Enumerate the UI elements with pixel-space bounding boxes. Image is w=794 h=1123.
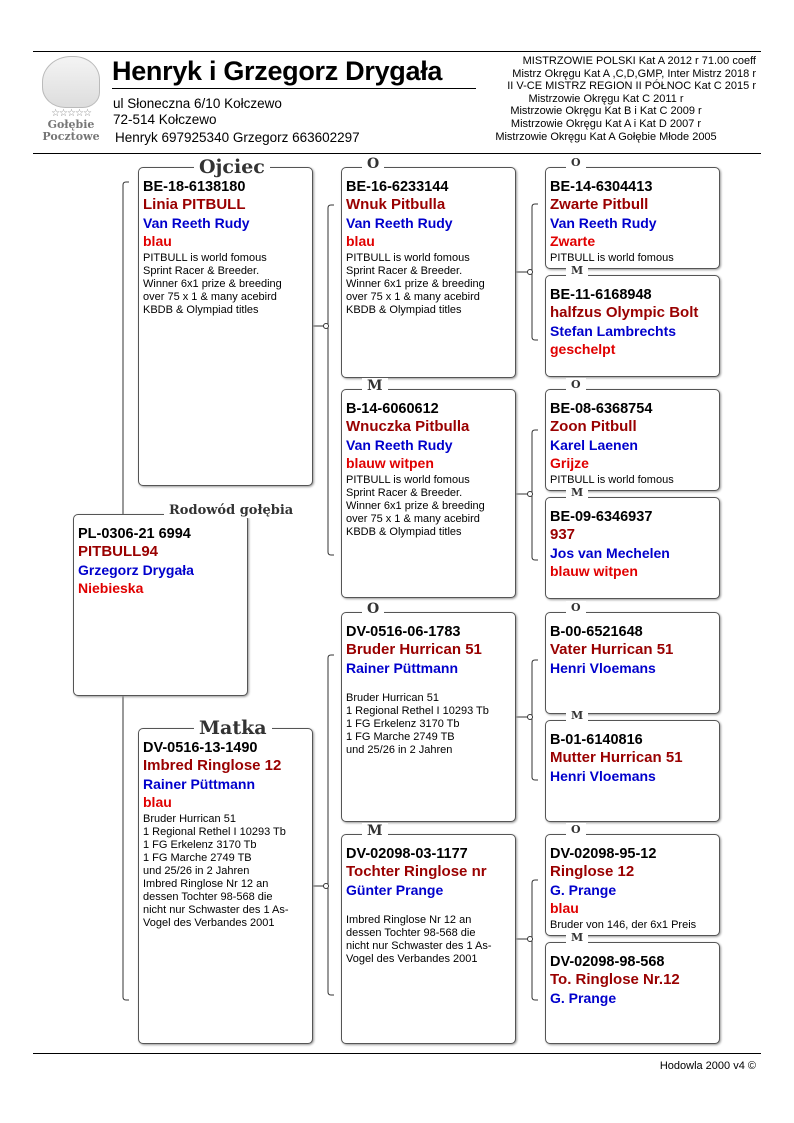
logo-text-2: Pocztowe xyxy=(42,130,100,143)
bird-owner: Van Reeth Rudy xyxy=(346,437,453,453)
bird-card-sire xyxy=(138,156,313,486)
card-label: M xyxy=(566,931,588,944)
bird-owner: Günter Prange xyxy=(346,882,444,898)
bird-owner: Van Reeth Rudy xyxy=(346,215,453,231)
bird-ring: DV-02098-98-568 xyxy=(550,954,665,970)
bird-ring: BE-08-6368754 xyxy=(550,401,653,417)
achievement: Mistrzowie Okręgu Kat B i Kat C 2009 r xyxy=(510,105,702,118)
card-label: O xyxy=(566,156,586,169)
card-label: O xyxy=(362,156,384,172)
achievement: Mistrz Okręgu Kat A ,C,D,GMP, Inter Mistrz 2018 r xyxy=(512,67,756,80)
bird-card-dsd xyxy=(545,709,720,822)
bird-color: Grijze xyxy=(550,455,589,471)
bird-owner: Van Reeth Rudy xyxy=(550,215,657,231)
bird-desc: PITBULL is world fomous xyxy=(550,252,674,264)
bird-desc: PITBULL is world fomous Sprint Racer & Breeder. Winner 6x1 prize & breeding over 75 x 1 & many acebird KBDB & Olympiad titles xyxy=(143,252,282,316)
card-label: O xyxy=(566,378,586,391)
footer-credit: Hodowla 2000 v4 © xyxy=(659,1060,756,1072)
card-label: M xyxy=(362,378,388,394)
bird-color: blauw witpen xyxy=(346,455,434,471)
card-label: M xyxy=(362,823,388,839)
bird-name: Bruder Hurrican 51 xyxy=(346,641,482,658)
bird-owner: Van Reeth Rudy xyxy=(143,215,250,231)
bird-owner: Grzegorz Drygała xyxy=(78,562,194,578)
bird-card-dds xyxy=(545,823,720,936)
logo-stars: ☆☆☆☆☆ xyxy=(51,108,91,119)
bird-color: blau xyxy=(550,900,579,916)
bird-color: blau xyxy=(143,794,172,810)
bird-color: Zwarte xyxy=(550,233,596,249)
bird-desc: Bruder Hurrican 51 1 Regional Rethel I 10293 Tb 1 FG Erkelenz 3170 Tb 1 FG Marche 2749 TB und 25/26 in 2 Jahren xyxy=(346,692,489,756)
bird-owner: Stefan Lambrechts xyxy=(550,323,677,339)
bird-name: Linia PITBULL xyxy=(143,196,246,213)
bird-name: Mutter Hurrican 51 xyxy=(550,749,683,766)
bird-owner: G. Prange xyxy=(550,990,617,1006)
bird-name: Zwarte Pitbull xyxy=(550,196,649,213)
bird-color: Niebieska xyxy=(78,580,144,596)
bird-ring: DV-0516-06-1783 xyxy=(346,624,461,640)
bird-color: blauw witpen xyxy=(550,563,638,579)
bird-ring: BE-14-6304413 xyxy=(550,179,653,195)
bird-ring: DV-02098-03-1177 xyxy=(346,846,468,862)
card-label: M xyxy=(566,486,588,499)
card-label: M xyxy=(566,264,588,277)
bird-name: Zoon Pitbull xyxy=(550,418,637,435)
achievement: II V-CE MISTRZ REGION II PÓŁNOC Kat C 2015 r xyxy=(507,80,756,93)
bird-ring: DV-02098-95-12 xyxy=(550,846,657,862)
card-label: O xyxy=(566,601,586,614)
bird-ring: B-14-6060612 xyxy=(346,401,439,417)
bird-card-dam xyxy=(138,717,313,1044)
bird-ring: B-01-6140816 xyxy=(550,732,643,748)
bird-desc: Bruder Hurrican 51 1 Regional Rethel I 10293 Tb 1 FG Erkelenz 3170 Tb 1 FG Marche 2749 TB und 25/26 in 2 Jahren Imbred Ringlose Nr 12 an dessen Tochter 98-568 die nicht nur Schwaster des 1 As- Vogel des Verbandes 2001 xyxy=(143,813,289,929)
bird-owner: G. Prange xyxy=(550,882,617,898)
bird-color: blau xyxy=(143,233,172,249)
bird-card-ssd xyxy=(545,264,720,377)
achievement: Mistrzowie Okręgu Kat A Gołębie Młode 2005 xyxy=(495,130,717,143)
bird-card-ds xyxy=(341,601,516,822)
bird-ring: DV-0516-13-1490 xyxy=(143,740,258,756)
bird-ring: BE-09-6346937 xyxy=(550,509,653,525)
bird-desc: PITBULL is world fomous Sprint Racer & Breeder. Winner 6x1 prize & breeding over 75 x 1 & many acebird KBDB & Olympiad titles xyxy=(346,252,485,316)
bird-name: Wnuczka Pitbulla xyxy=(346,418,470,435)
bird-card-ddd xyxy=(545,931,720,1044)
bird-name: To. Ringlose Nr.12 xyxy=(550,971,680,988)
bird-owner: Jos van Mechelen xyxy=(550,545,670,561)
logo-text-1: Gołębie xyxy=(47,118,95,131)
bird-card-sss xyxy=(545,156,720,269)
bird-card-sd xyxy=(341,378,516,598)
achievement: MISTRZOWIE POLSKI Kat A 2012 r 71.00 coeff xyxy=(522,55,756,67)
bird-ring: B-00-6521648 xyxy=(550,624,643,640)
bird-card-subject xyxy=(73,503,294,696)
card-label: Ojciec xyxy=(194,156,270,178)
card-label: M xyxy=(566,709,588,722)
bird-ring: BE-11-6168948 xyxy=(550,287,652,303)
bird-color: geschelpt xyxy=(550,341,616,357)
card-label: O xyxy=(566,823,586,836)
bird-card-dss xyxy=(545,601,720,714)
bird-card-dd xyxy=(341,823,516,1044)
bird-color: blau xyxy=(346,233,375,249)
bird-ring: PL-0306-21 6994 xyxy=(78,526,191,542)
bird-desc: PITBULL is world fomous xyxy=(550,474,674,486)
bird-ring: BE-18-6138180 xyxy=(143,179,246,195)
bird-name: Ringlose 12 xyxy=(550,863,635,880)
bird-owner: Rainer Püttmann xyxy=(346,660,459,676)
achievement: Mistrzowie Okręgu Kat C 2011 r xyxy=(528,92,684,105)
achievement: Mistrzowie Okręgu Kat A i Kat D 2007 r xyxy=(510,117,702,130)
address-city: 72-514 Kołczewo xyxy=(113,112,217,127)
card-label: Matka xyxy=(194,717,272,739)
bird-owner: Henri Vloemans xyxy=(550,660,656,676)
bird-desc: Imbred Ringlose Nr 12 an dessen Tochter 98-568 die nicht nur Schwaster des 1 As- Vogel des Verbandes 2001 xyxy=(346,914,492,965)
card-label: O xyxy=(362,601,384,617)
bird-name: Wnuk Pitbulla xyxy=(346,196,446,213)
bird-name: halfzus Olympic Bolt xyxy=(550,304,699,321)
breeder-title: Henryk i Grzegorz Drygała xyxy=(112,56,443,86)
bird-name: Imbred Ringlose 12 xyxy=(143,757,282,774)
bird-name: Tochter Ringlose nr xyxy=(346,863,487,880)
phones: Henryk 697925340 Grzegorz 663602297 xyxy=(115,130,360,145)
bird-ring: BE-16-6233144 xyxy=(346,179,449,195)
card-label: Rodowód gołębia xyxy=(164,503,298,518)
bird-owner: Karel Laenen xyxy=(550,437,638,453)
bird-name: PITBULL94 xyxy=(78,543,159,560)
bird-card-sds xyxy=(545,378,720,491)
bird-card-sdd xyxy=(545,486,720,599)
bird-card-ss xyxy=(341,156,516,378)
bird-name: 937 xyxy=(550,526,576,543)
bird-name: Vater Hurrican 51 xyxy=(550,641,674,658)
address-street: ul Słoneczna 6/10 Kołczewo xyxy=(113,96,282,111)
bird-desc: Bruder von 146, der 6x1 Preis xyxy=(550,919,697,931)
bird-desc: PITBULL is world fomous Sprint Racer & Breeder. Winner 6x1 prize & breeding over 75 x 1 & many acebird KBDB & Olympiad titles xyxy=(346,474,485,538)
bird-owner: Henri Vloemans xyxy=(550,768,656,784)
bird-owner: Rainer Püttmann xyxy=(143,776,256,792)
